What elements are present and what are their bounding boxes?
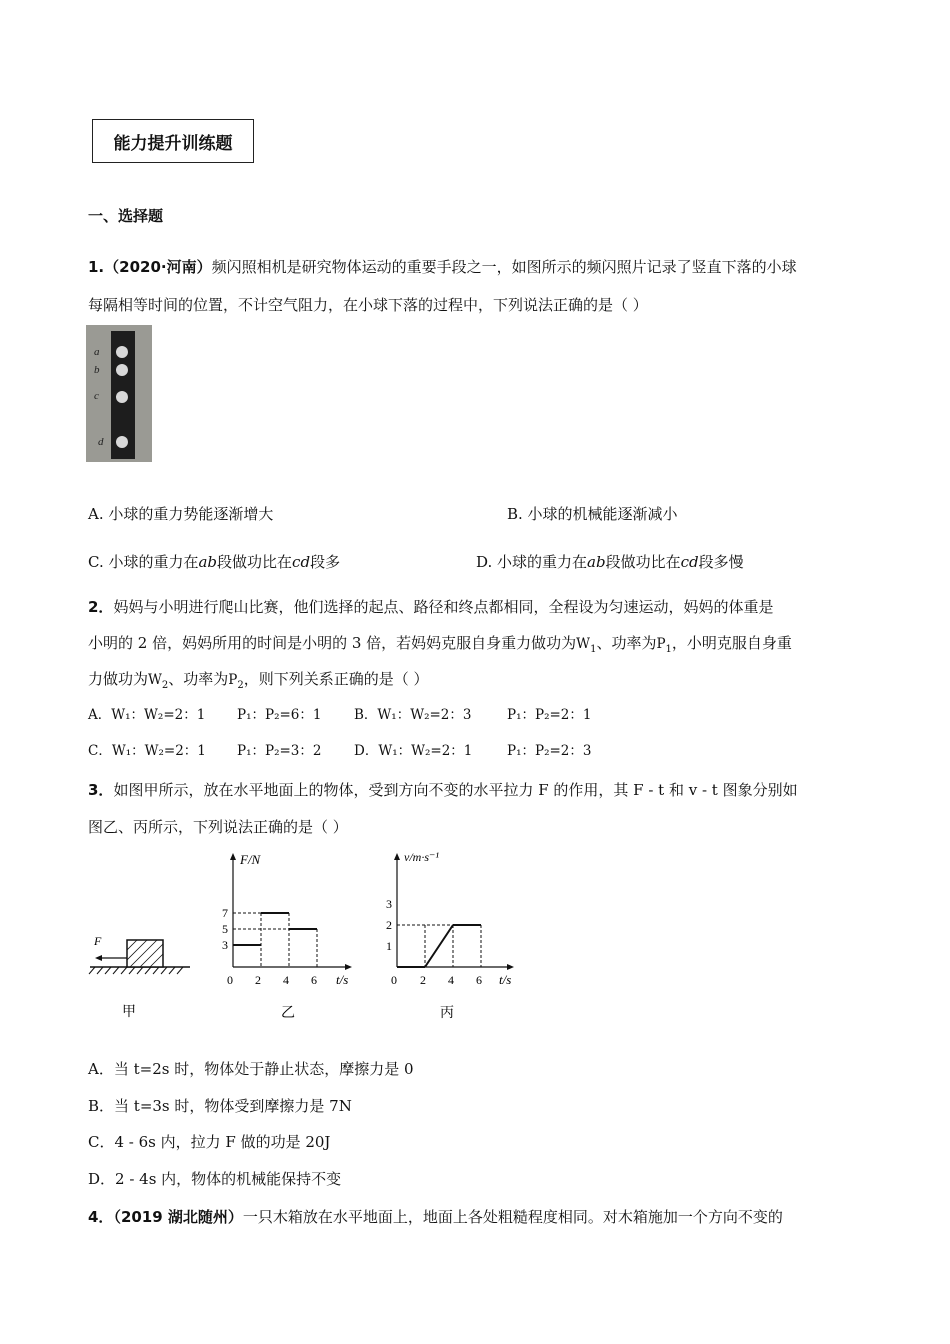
label-b: b — [94, 364, 100, 376]
q1-text1: 频闪照相机是研究物体运动的重要手段之一，如图所示的频闪照片记录了竖直下落的小球 — [211, 258, 797, 276]
guide-lines — [233, 913, 317, 967]
y-axis-arrow — [394, 853, 400, 860]
q4-source: （2019 湖北随州） — [113, 1208, 243, 1226]
q2-option-d-w: D．W₁：W₂=2：1 — [354, 743, 473, 759]
q3-line1: 3．如图甲所示，放在水平地面上的物体，受到方向不变的水平拉力 F 的作用，其 F - t 和 v - t 图象分别如 — [88, 781, 798, 799]
q3-option-c: C．4 - 6s 内，拉力 F 做的功是 20J — [88, 1133, 331, 1151]
ball-a — [116, 346, 128, 358]
x-tick-0: 0 — [227, 973, 233, 987]
q1-option-a: A. 小球的重力势能逐渐增大 — [88, 505, 274, 523]
y-axis-arrow — [230, 853, 236, 860]
y-tick-1: 1 — [386, 939, 392, 953]
y-axis-label: v/m·s⁻¹ — [404, 850, 439, 864]
y-tick-3: 3 — [222, 938, 228, 952]
q2-option-a-w: A．W₁：W₂=2：1 — [88, 707, 206, 723]
q2-option-d-p: P₁：P₂=2：3 — [507, 743, 592, 759]
x-axis-label: t/s — [336, 972, 349, 987]
velocity-curve — [397, 925, 481, 967]
ground-hatching — [89, 967, 183, 974]
caption-jia: 甲 — [122, 1005, 136, 1020]
figure-yi-f-t-graph — [218, 845, 358, 1025]
q2-option-b-p: P₁：P₂=2：1 — [507, 707, 592, 723]
x-tick-2: 2 — [420, 973, 426, 987]
q1-line1 — [88, 248, 868, 286]
x-tick-4: 4 — [283, 973, 289, 987]
q4-line1: 4．（2019 湖北随州）一只木箱放在水平地面上，地面上各处粗糙程度相同。对木箱施加一个方向不变的 — [88, 1208, 783, 1226]
y-axis-label: F/N — [240, 852, 261, 867]
q2-line3: 力做功为$W_2$、功率为$P_2$，则下列关系正确的是（ ） — [88, 670, 429, 691]
section-heading: 一、选择题 — [88, 207, 164, 225]
caption-yi: 乙 — [281, 1006, 295, 1021]
figure-bing-v-t-graph — [380, 845, 530, 1025]
q3-option-a: A．当 t=2s 时，物体处于静止状态，摩擦力是 0 — [88, 1060, 414, 1078]
q3-option-b: B．当 t=3s 时，物体受到摩擦力是 7N — [88, 1097, 352, 1115]
x-tick-2: 2 — [255, 973, 261, 987]
q2-line1: 2．妈妈与小明进行爬山比赛，他们选择的起点、路径和终点都相同，全程设为匀速运动，妈妈的体重是 — [88, 598, 774, 616]
strobe-photo — [86, 325, 152, 462]
x-axis-label: t/s — [499, 972, 512, 987]
label-c: c — [94, 390, 99, 402]
x-axis-arrow — [507, 964, 514, 970]
q4-number: 4． — [88, 1208, 114, 1226]
x-tick-4: 4 — [448, 973, 454, 987]
x-tick-6: 6 — [476, 973, 482, 987]
segment-2-4s-accelerating — [425, 925, 453, 967]
caption-bing: 丙 — [440, 1006, 454, 1021]
ball-d — [116, 436, 128, 448]
figure-jia — [85, 920, 195, 1025]
page-title: 能力提升训练题 — [92, 119, 254, 163]
q2-number: 2． — [88, 598, 114, 616]
q2-option-c-w: C．W₁：W₂=2：1 — [88, 743, 206, 759]
x-tick-6: 6 — [311, 973, 317, 987]
q1-option-c: C. 小球的重力在ab段做功比在cd段多 — [88, 553, 341, 571]
y-tick-7: 7 — [222, 906, 228, 920]
q1-option-d: D. 小球的重力在ab段做功比在cd段多慢 — [476, 553, 744, 571]
q2-option-a-p: P₁：P₂=6：1 — [237, 707, 322, 723]
y-tick-2: 2 — [386, 918, 392, 932]
q1-line2: 每隔相等时间的位置，不计空气阻力，在小球下落的过程中，下列说法正确的是（ ） — [88, 296, 648, 314]
q1-source: （2020·河南） — [104, 258, 212, 276]
x-tick-0: 0 — [391, 973, 397, 987]
q2-option-b-w: B．W₁：W₂=2：3 — [354, 707, 472, 723]
force-arrowhead — [95, 955, 102, 961]
q2-option-c-p: P₁：P₂=3：2 — [237, 743, 322, 759]
x-axis-arrow — [345, 964, 352, 970]
q1-number: 1. — [88, 258, 105, 276]
force-label: F — [94, 934, 102, 948]
label-a: a — [94, 346, 100, 358]
q1-option-b: B. 小球的机械能逐渐减小 — [507, 505, 678, 523]
label-d: d — [98, 436, 104, 448]
q3-line2: 图乙、丙所示，下列说法正确的是（ ） — [88, 818, 348, 836]
ball-c — [116, 391, 128, 403]
q2-line2: 小明的 2 倍，妈妈所用的时间是小明的 3 倍，若妈妈克服自身重力做功为$W_1$、功率为$P_1$，小明克服自身重 — [88, 634, 792, 655]
q3-option-d: D．2 - 4s 内，物体的机械能保持不变 — [88, 1170, 342, 1188]
y-tick-3: 3 — [386, 897, 392, 911]
q3-number: 3． — [88, 781, 114, 799]
ball-b — [116, 364, 128, 376]
y-tick-5: 5 — [222, 922, 228, 936]
